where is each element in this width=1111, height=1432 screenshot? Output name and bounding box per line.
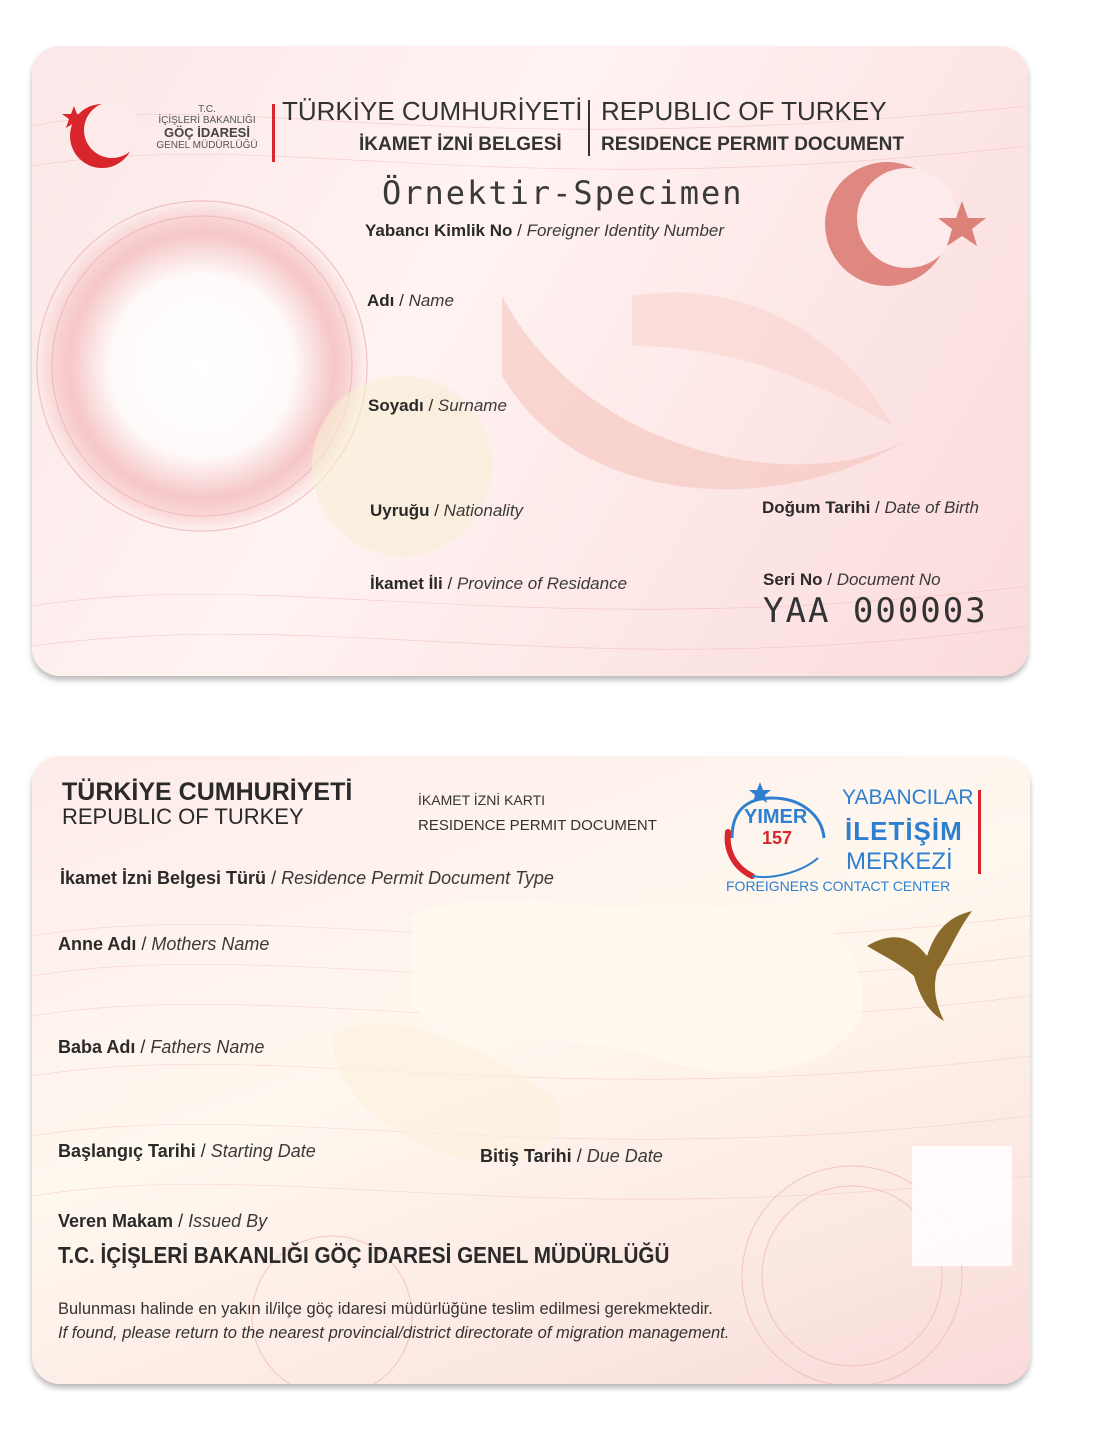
- goc-idaresi-logo-icon: [58, 98, 140, 172]
- residence-permit-front: [32, 46, 1028, 676]
- back-title-tr: TÜRKİYE CUMHURİYETİ: [62, 778, 353, 806]
- issuer-value: T.C. İÇİŞLERİ BAKANLIĞI GÖÇ İDARESİ GENEL MÜDÜRLÜĞÜ: [58, 1242, 670, 1268]
- return-notice-tr: Bulunması halinde en yakın il/ilçe göç idaresi müdürlüğüne teslim edilmesi gerekmektedir.: [58, 1300, 713, 1318]
- yimer-line1: YABANCILAR: [842, 786, 974, 809]
- yimer-line2: İLETİŞİM: [845, 816, 963, 846]
- specimen-label: Örnektir-Specimen: [382, 174, 744, 212]
- yimer-name: YIMER: [744, 806, 808, 828]
- field-date-of-birth: Doğum Tarihi / Date of Birth: [762, 498, 979, 517]
- field-fathers-name: Baba Adı / Fathers Name: [58, 1037, 265, 1057]
- header-divider: [272, 104, 275, 162]
- logo-text: T.C. İÇİŞLERİ BAKANLIĞI GÖÇ İDARESİ GENEL MÜDÜRLÜĞÜ: [156, 104, 258, 151]
- field-permit-type: İkamet İzni Belgesi Türü / Residence Permit Document Type: [60, 868, 554, 888]
- document-number-value: YAA 000003: [763, 591, 988, 631]
- front-title-en: REPUBLIC OF TURKEY: [601, 96, 887, 126]
- yimer-number: 157: [762, 828, 793, 848]
- front-title-tr: TÜRKİYE CUMHURİYETİ: [282, 96, 583, 126]
- title-divider: [588, 100, 590, 156]
- field-issued-by: Veren Makam / Issued By: [58, 1211, 268, 1231]
- field-name: Adı / Name: [367, 291, 454, 310]
- back-card-tr: İKAMET İZNİ KARTI: [418, 792, 546, 808]
- back-hologram-area: [912, 1146, 1012, 1266]
- front-subtitle-en: RESIDENCE PERMIT DOCUMENT: [601, 134, 904, 155]
- field-mothers-name: Anne Adı / Mothers Name: [58, 934, 270, 954]
- field-province-of-residence: İkamet İli / Province of Residance: [370, 574, 628, 593]
- return-notice-en: If found, please return to the nearest provincial/district directorate of migration management.: [58, 1324, 730, 1342]
- yimer-logo: [722, 776, 982, 896]
- back-title-en: REPUBLIC OF TURKEY: [62, 804, 304, 829]
- field-starting-date: Başlangıç Tarihi / Starting Date: [58, 1141, 316, 1161]
- back-card-en: RESIDENCE PERMIT DOCUMENT: [418, 817, 657, 834]
- front-subtitle-tr: İKAMET İZNİ BELGESİ: [359, 134, 562, 155]
- field-nationality: Uyruğu / Nationality: [370, 501, 524, 520]
- field-identity-number: Yabancı Kimlik No / Foreigner Identity Number: [365, 221, 725, 240]
- yimer-line3: MERKEZİ: [846, 848, 953, 875]
- yimer-divider: [978, 790, 981, 874]
- field-document-number: Seri No / Document No: [763, 570, 941, 589]
- flag-crescent-star-emblem: [825, 162, 986, 286]
- yimer-english: FOREIGNERS CONTACT CENTER: [726, 878, 951, 894]
- residence-permit-back: [32, 756, 1030, 1384]
- field-due-date: Bitiş Tarihi / Due Date: [480, 1146, 663, 1166]
- field-surname: Soyadı / Surname: [368, 396, 507, 415]
